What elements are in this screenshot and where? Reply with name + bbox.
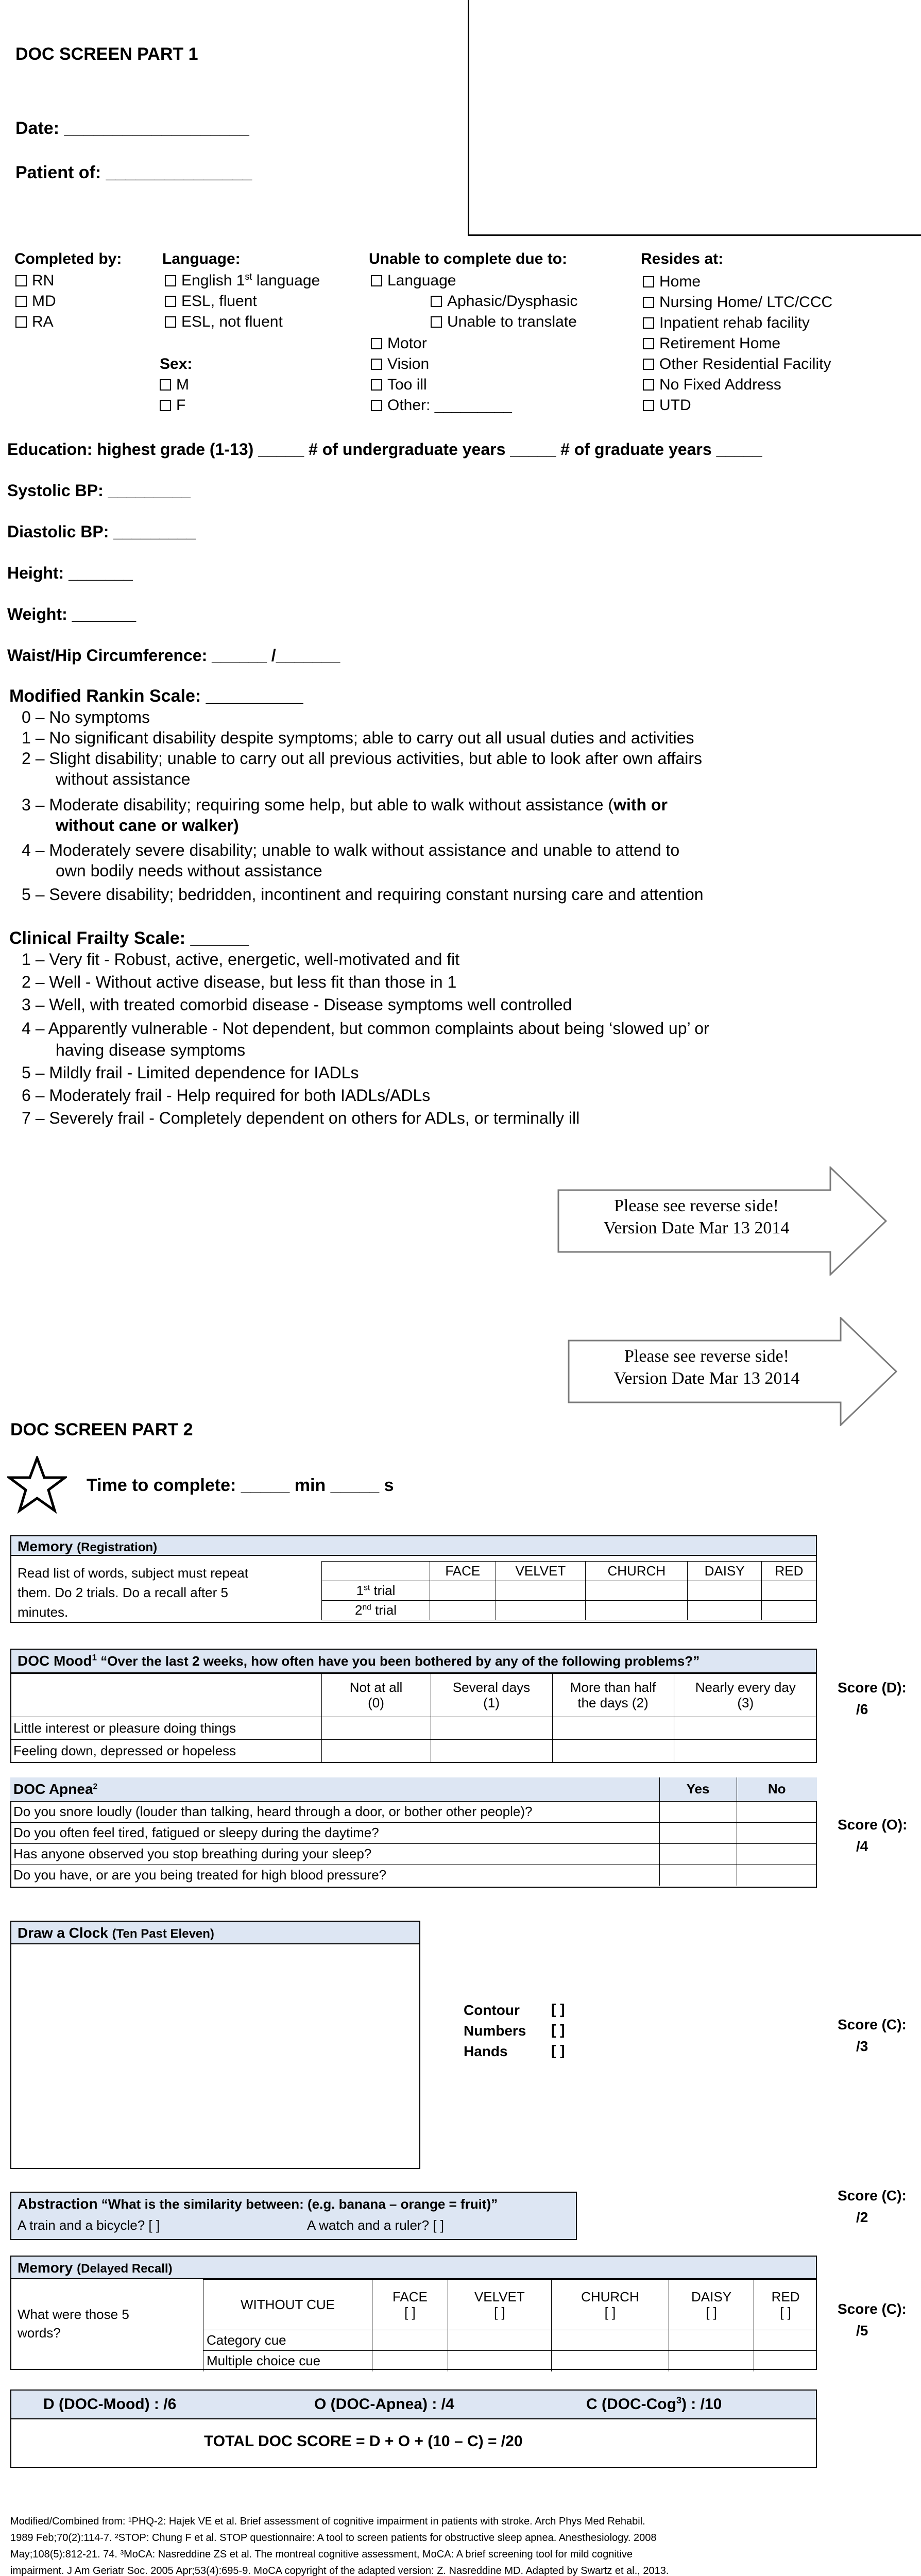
checkbox-icon[interactable] — [15, 296, 27, 307]
checkbox-icon[interactable] — [643, 276, 654, 287]
apnea-question: Do you have, or are you being treated for high blood pressure? — [10, 1865, 659, 1886]
mood-row-label: Feeling down, depressed or hopeless — [10, 1740, 321, 1762]
mood-question: “Over the last 2 weeks, how often have you been bothered by any of the following problems?” — [96, 1653, 700, 1669]
instruction-line: Read list of words, subject must repeat — [18, 1565, 248, 1581]
option-label: language — [252, 272, 320, 289]
cue-cell[interactable] — [669, 2330, 754, 2351]
apnea-cell[interactable] — [737, 1865, 817, 1886]
clock-numbers-label: Numbers — [464, 2023, 526, 2039]
trial-cell[interactable] — [586, 1581, 688, 1601]
arrow-line: Version Date Mar 13 2014 — [603, 1218, 790, 1238]
checkbox-icon[interactable] — [431, 296, 442, 307]
apnea-heading-cell — [10, 1777, 659, 1801]
heading-text: Abstraction — [18, 2196, 98, 2212]
reference-line: May;108(5):812-21. 74. ³MoCA: Nasreddine ZS et al. The montreal cognitive assessment, MoCA: A brief screening tool for mild cognitive — [10, 2549, 633, 2560]
abstraction-question: “What is the similarity between: (e.g. banana – orange = fruit)” — [97, 2196, 498, 2212]
heading-text: Memory — [18, 2260, 77, 2276]
heading-text: DOC Mood — [18, 1653, 92, 1669]
trial-cell[interactable] — [430, 1581, 496, 1601]
checkbox-icon[interactable] — [165, 316, 176, 328]
rankin-heading[interactable]: Modified Rankin Scale: __________ — [9, 686, 303, 706]
checkbox-icon[interactable] — [643, 400, 654, 411]
word-daisy: DAISY — [688, 1562, 762, 1581]
delayed-score-label: Score (C): — [838, 2301, 907, 2317]
trial-cell[interactable] — [496, 1581, 586, 1601]
checkbox-icon[interactable] — [643, 359, 654, 370]
rankin-item-4: 4 – Moderately severe disability; unable to walk without assistance and unable to attend to — [22, 841, 680, 859]
total-d[interactable]: D (DOC-Mood) : /6 — [43, 2396, 177, 2413]
apnea-cell[interactable] — [737, 1843, 817, 1865]
option-label: RA — [32, 313, 54, 330]
mood-col-3 — [674, 1674, 817, 1717]
instruction-line: minutes. — [18, 1604, 69, 1620]
arrow-text — [562, 1195, 830, 1239]
word-checkbox[interactable]: [ ] — [604, 2304, 616, 2320]
superscript: st — [245, 272, 252, 282]
reverse-side-arrow-2 — [568, 1317, 897, 1426]
col-label: Several days — [452, 1679, 531, 1695]
rankin-item-3 — [22, 796, 668, 813]
mood-cell[interactable] — [431, 1717, 552, 1740]
delayed-word-cell[interactable] — [669, 2280, 754, 2330]
trial-cell[interactable] — [586, 1601, 688, 1620]
col-label: More than half — [570, 1679, 656, 1695]
waist-field[interactable]: Waist/Hip Circumference: ______ /_______ — [7, 646, 340, 665]
cue-cell[interactable] — [754, 2351, 817, 2371]
option-label: English 1 — [181, 272, 245, 289]
apnea-no-header: No — [737, 1777, 817, 1801]
mood-cell[interactable] — [321, 1740, 431, 1762]
rankin-item-3-cont: without cane or walker) — [56, 816, 239, 835]
heading-text: DOC Apnea — [13, 1781, 93, 1797]
patient-field[interactable]: Patient of: _______________ — [15, 163, 252, 182]
resides-other[interactable] — [643, 357, 831, 372]
word-church: CHURCH — [586, 1562, 688, 1581]
option-label: Home — [659, 273, 701, 290]
option-label: Nursing Home/ LTC/CCC — [659, 294, 833, 311]
star-icon — [7, 1456, 67, 1514]
clock-score-label: Score (C): — [838, 2016, 907, 2032]
mood-score-label: Score (D): — [838, 1680, 907, 1696]
apnea-cell[interactable] — [659, 1822, 737, 1843]
clock-contour-label: Contour — [464, 2002, 520, 2018]
part2-title: DOC SCREEN PART 2 — [10, 1420, 193, 1439]
table-cell — [322, 1562, 430, 1581]
mood-cell[interactable] — [552, 1717, 674, 1740]
trial-text: trial — [371, 1602, 397, 1618]
reference-line: Modified/Combined from: ¹PHQ-2: Hajek VE et al. Brief assessment of cognitive impairment in patients with stroke. Arch Phys Med Rehabil. — [10, 2516, 645, 2527]
checkbox-icon[interactable] — [643, 297, 654, 308]
frailty-item-2: 2 – Well - Without active disease, but less fit than those in 1 — [22, 973, 457, 991]
trial-cell[interactable] — [496, 1601, 586, 1620]
mood-cell[interactable] — [321, 1717, 431, 1740]
mood-col-0 — [321, 1674, 431, 1717]
option-label: Language — [387, 272, 456, 289]
clock-hands-label: Hands — [464, 2043, 508, 2059]
trial-cell[interactable] — [688, 1601, 762, 1620]
word-label: FACE — [392, 2289, 428, 2304]
completed-by-md[interactable] — [15, 294, 56, 309]
option-label: Unable to translate — [447, 313, 577, 330]
clock-heading — [18, 1926, 214, 1940]
delayed-score-max: /5 — [856, 2323, 868, 2338]
cue-cell[interactable] — [448, 2330, 551, 2351]
height-field[interactable]: Height: _______ — [7, 564, 133, 582]
option-label: Vision — [387, 355, 430, 372]
apnea-question: Do you snore loudly (louder than talking, heard through a door, or bother other people)? — [10, 1801, 659, 1822]
part1-title: DOC SCREEN PART 1 — [15, 44, 198, 64]
memory-delayed-question — [18, 2305, 129, 2342]
checkbox-icon[interactable] — [15, 316, 27, 328]
mood-col-1 — [431, 1674, 552, 1717]
mood-cell[interactable] — [552, 1740, 674, 1762]
checkbox-icon[interactable] — [643, 338, 654, 349]
education-field[interactable]: Education: highest grade (1-13) _____ # of undergraduate years _____ # of graduate years _____ — [7, 440, 762, 459]
unable-heading: Unable to complete due to: — [369, 250, 568, 267]
frailty-item-4-cont: having disease symptoms — [56, 1041, 246, 1059]
apnea-cell[interactable] — [659, 1865, 737, 1886]
checkbox-icon[interactable] — [371, 359, 382, 370]
cue-cell[interactable] — [551, 2330, 669, 2351]
heading-text: Draw a Clock — [18, 1925, 112, 1941]
multiple-cue-label: Multiple choice cue — [203, 2351, 372, 2371]
sex-m[interactable] — [160, 377, 189, 393]
option-label: Inpatient rehab facility — [659, 314, 810, 331]
apnea-cell[interactable] — [659, 1843, 737, 1865]
rankin-item-2-cont: without assistance — [56, 770, 191, 788]
cue-cell[interactable] — [754, 2330, 817, 2351]
frailty-heading[interactable]: Clinical Frailty Scale: ______ — [9, 928, 249, 948]
abstraction-heading — [18, 2197, 498, 2211]
memory-instructions — [18, 1563, 248, 1622]
doc-mood-table — [10, 1673, 817, 1762]
word-label: RED — [771, 2289, 800, 2304]
time-to-complete[interactable]: Time to complete: _____ min _____ s — [87, 1476, 394, 1495]
total-doc-score[interactable]: TOTAL DOC SCORE = D + O + (10 – C) = /20 — [204, 2433, 523, 2450]
frailty-item-7: 7 – Severely frail - Completely dependent on others for ADLs, or terminally ill — [22, 1109, 580, 1127]
heading-sub: (Ten Past Eleven) — [112, 1927, 214, 1941]
checkbox-icon[interactable] — [165, 296, 176, 307]
doc-mood-heading — [18, 1654, 700, 1668]
checkbox-icon[interactable] — [15, 275, 27, 286]
apnea-question: Has anyone observed you stop breathing during your sleep? — [10, 1843, 659, 1865]
trial-cell[interactable] — [761, 1581, 816, 1601]
sticker-frame — [468, 0, 921, 236]
date-field[interactable]: Date: ___________________ — [15, 118, 249, 138]
delayed-word-cell[interactable] — [754, 2280, 817, 2330]
option-label: RN — [32, 272, 55, 289]
superscript: 3 — [676, 2395, 681, 2405]
cue-cell[interactable] — [372, 2351, 448, 2371]
word-face: FACE — [430, 1562, 496, 1581]
memory-registration-heading — [18, 1539, 157, 1554]
table-cell — [10, 1674, 321, 1717]
word-checkbox[interactable]: [ ] — [780, 2304, 791, 2320]
doc-apnea-table — [10, 1777, 817, 1886]
word-red: RED — [761, 1562, 816, 1581]
word-checkbox[interactable]: [ ] — [494, 2304, 505, 2320]
option-label: Motor — [387, 335, 427, 352]
option-label: M — [176, 376, 189, 393]
memory-delayed-table — [203, 2279, 817, 2371]
clock-numbers-checkbox[interactable]: [ ] — [551, 2022, 565, 2038]
rankin-bold: with or — [613, 795, 668, 814]
memory-delayed-heading — [18, 2261, 173, 2275]
arrow-text — [573, 1346, 841, 1389]
checkbox-icon[interactable] — [160, 379, 171, 391]
without-cue-label: WITHOUT CUE — [203, 2280, 372, 2330]
unable-other[interactable] — [371, 398, 512, 413]
col-label: (0) — [368, 1694, 384, 1710]
apnea-score-max: /4 — [856, 1838, 868, 1854]
cue-cell[interactable] — [372, 2330, 448, 2351]
option-label: ESL, not fluent — [181, 313, 283, 330]
unable-translate[interactable] — [431, 314, 577, 330]
option-label: Too ill — [387, 376, 427, 393]
checkbox-icon[interactable] — [371, 400, 382, 411]
unable-motor[interactable] — [371, 336, 427, 351]
checkbox-icon[interactable] — [643, 379, 654, 391]
col-label: (3) — [737, 1694, 754, 1710]
frailty-item-4: 4 – Apparently vulnerable - Not dependent, but common complaints about being ‘slowed up’ or — [22, 1019, 709, 1038]
word-label: DAISY — [691, 2289, 732, 2304]
mood-col-2 — [552, 1674, 674, 1717]
reference-line: impairment. J Am Geriatr Soc. 2005 Apr;53(4):695-9. MoCA copyright of the adapted version: Z. Nasreddine MD. Adapted by Swartz et al., 2013. — [10, 2565, 669, 2576]
col-label: Nearly every day — [695, 1679, 796, 1695]
frailty-item-1: 1 – Very fit - Robust, active, energetic, well-motivated and fit — [22, 950, 460, 969]
checkbox-icon[interactable] — [371, 338, 382, 349]
unable-too-ill[interactable] — [371, 377, 427, 393]
frailty-item-5: 5 – Mildly frail - Limited dependence for IADLs — [22, 1063, 359, 1082]
checkbox-icon[interactable] — [371, 379, 382, 391]
option-label: No Fixed Address — [659, 376, 781, 393]
apnea-cell[interactable] — [737, 1822, 817, 1843]
heading-sub: (Delayed Recall) — [77, 2262, 173, 2276]
abstraction-score-label: Score (C): — [838, 2188, 907, 2204]
total-o[interactable]: O (DOC-Apnea) : /4 — [314, 2396, 454, 2413]
trial-cell[interactable] — [688, 1581, 762, 1601]
completed-by-rn[interactable] — [15, 273, 54, 289]
cue-cell[interactable] — [448, 2351, 551, 2371]
option-label: Retirement Home — [659, 335, 781, 352]
reverse-side-arrow — [557, 1166, 887, 1276]
trial-cell[interactable] — [761, 1601, 816, 1620]
rankin-item-4-cont: own bodily needs without assistance — [56, 861, 322, 880]
trial-text: trial — [370, 1582, 396, 1598]
rankin-item-0: 0 – No symptoms — [22, 708, 150, 726]
cue-cell[interactable] — [669, 2351, 754, 2371]
question-line: words? — [18, 2325, 61, 2341]
rankin-item-2: 2 – Slight disability; unable to carry out all previous activities, but able to look after own affairs — [22, 749, 702, 768]
delayed-word-cell[interactable] — [448, 2280, 551, 2330]
completed-by-ra[interactable] — [15, 314, 54, 330]
abstraction-score-max: /2 — [856, 2209, 868, 2225]
col-label: Not at all — [349, 1679, 403, 1695]
heading-text: Memory — [18, 1538, 77, 1554]
clock-contour-checkbox[interactable]: [ ] — [551, 2001, 565, 2017]
language-english[interactable] — [165, 273, 320, 289]
delayed-word-cell[interactable] — [551, 2280, 669, 2330]
option-label: Other Residential Facility — [659, 355, 831, 372]
resides-retirement[interactable] — [643, 336, 780, 351]
superscript: nd — [362, 1602, 371, 1612]
apnea-cell[interactable] — [737, 1801, 817, 1822]
word-label: VELVET — [474, 2289, 525, 2304]
trial-num: 1 — [356, 1582, 364, 1598]
unable-vision[interactable] — [371, 357, 429, 372]
word-checkbox[interactable]: [ ] — [404, 2304, 416, 2320]
total-c-text: ) : /10 — [681, 2396, 722, 2413]
apnea-score-label: Score (O): — [838, 1817, 908, 1833]
question-line: What were those 5 — [18, 2307, 129, 2322]
trial-num: 2 — [355, 1602, 363, 1618]
language-esl-not-fluent[interactable] — [165, 314, 283, 330]
clock-drawing-area[interactable] — [10, 1921, 420, 2169]
checkbox-icon[interactable] — [371, 275, 382, 286]
checkbox-icon[interactable] — [160, 400, 171, 411]
unable-language[interactable] — [371, 273, 456, 289]
unable-aphasic[interactable] — [431, 294, 577, 309]
mood-cell[interactable] — [674, 1717, 817, 1740]
col-label: the days (2) — [577, 1694, 649, 1710]
trial-2-label — [322, 1601, 430, 1620]
option-label: MD — [32, 293, 56, 310]
option-label: ESL, fluent — [181, 293, 257, 310]
mood-score-max: /6 — [856, 1701, 868, 1717]
resides-utd[interactable] — [643, 398, 691, 413]
superscript: 1 — [92, 1652, 97, 1663]
checkbox-icon[interactable] — [431, 316, 442, 328]
option-label: Other: _________ — [387, 397, 512, 414]
completed-by-heading: Completed by: — [14, 250, 122, 267]
rankin-item-5: 5 – Severe disability; bedridden, incontinent and requiring constant nursing care and attention — [22, 885, 704, 904]
weight-field[interactable]: Weight: _______ — [7, 605, 137, 623]
heading-sub: (Registration) — [77, 1540, 158, 1554]
arrow-line: Please see reverse side! — [613, 1196, 779, 1215]
language-heading: Language: — [162, 250, 241, 267]
category-cue-label: Category cue — [203, 2330, 372, 2351]
apnea-yes-header: Yes — [659, 1777, 737, 1801]
references-footer — [10, 2513, 669, 2576]
checkbox-icon[interactable] — [165, 275, 176, 286]
checkbox-icon[interactable] — [643, 317, 654, 329]
trial-1-label — [322, 1581, 430, 1601]
resides-heading: Resides at: — [641, 250, 724, 267]
total-c[interactable] — [586, 2397, 722, 2412]
rankin-item-1: 1 – No significant disability despite symptoms; able to carry out all usual duties and activities — [22, 728, 694, 747]
delayed-word-cell[interactable] — [372, 2280, 448, 2330]
sex-heading: Sex: — [160, 355, 193, 372]
resides-home[interactable] — [643, 274, 701, 290]
apnea-question: Do you often feel tired, fatigued or sleepy during the daytime? — [10, 1822, 659, 1843]
instruction-line: them. Do 2 trials. Do a recall after 5 — [18, 1585, 228, 1600]
total-c-text: C (DOC-Cog — [586, 2396, 676, 2413]
arrow-line: Please see reverse side! — [624, 1347, 789, 1366]
diastolic-field[interactable]: Diastolic BP: _________ — [7, 522, 196, 541]
frailty-item-3: 3 – Well, with treated comorbid disease - Disease symptoms well controlled — [22, 995, 572, 1014]
language-esl-fluent[interactable] — [165, 294, 257, 309]
clock-score-max: /3 — [856, 2038, 868, 2054]
resides-nfa[interactable] — [643, 377, 781, 393]
reference-line: 1989 Feb;70(2):114-7. ²STOP: Chung F et al. STOP questionnaire: A tool to screen patients for obstructive sleep apnea. Anesthesiology. 2008 — [10, 2532, 657, 2544]
option-label: F — [176, 397, 186, 414]
apnea-cell[interactable] — [659, 1801, 737, 1822]
resides-rehab[interactable] — [643, 315, 810, 331]
clock-hands-checkbox[interactable]: [ ] — [551, 2042, 565, 2058]
mood-cell[interactable] — [674, 1740, 817, 1762]
rankin-text: 3 – Moderate disability; requiring some help, but able to walk without assistance ( — [22, 795, 614, 814]
col-label: (1) — [483, 1694, 500, 1710]
superscript: 2 — [93, 1782, 98, 1791]
frailty-item-6: 6 – Moderately frail - Help required for both IADLs/ADLs — [22, 1086, 431, 1105]
memory-registration-table — [321, 1561, 817, 1620]
cue-cell[interactable] — [551, 2351, 669, 2371]
abstraction-q2[interactable]: A watch and a ruler? [ ] — [307, 2217, 444, 2233]
option-label: Aphasic/Dysphasic — [447, 293, 578, 310]
sex-f[interactable] — [160, 398, 185, 413]
option-label: UTD — [659, 397, 691, 414]
resides-nursing[interactable] — [643, 295, 832, 310]
word-checkbox[interactable]: [ ] — [706, 2304, 717, 2320]
mood-cell[interactable] — [431, 1740, 552, 1762]
trial-cell[interactable] — [430, 1601, 496, 1620]
mood-row-label: Little interest or pleasure doing things — [10, 1717, 321, 1740]
word-label: CHURCH — [581, 2289, 639, 2304]
arrow-line: Version Date Mar 13 2014 — [613, 1368, 800, 1388]
systolic-field[interactable]: Systolic BP: _________ — [7, 481, 191, 500]
abstraction-q1[interactable]: A train and a bicycle? [ ] — [18, 2217, 160, 2233]
word-velvet: VELVET — [496, 1562, 586, 1581]
superscript: st — [364, 1583, 370, 1592]
